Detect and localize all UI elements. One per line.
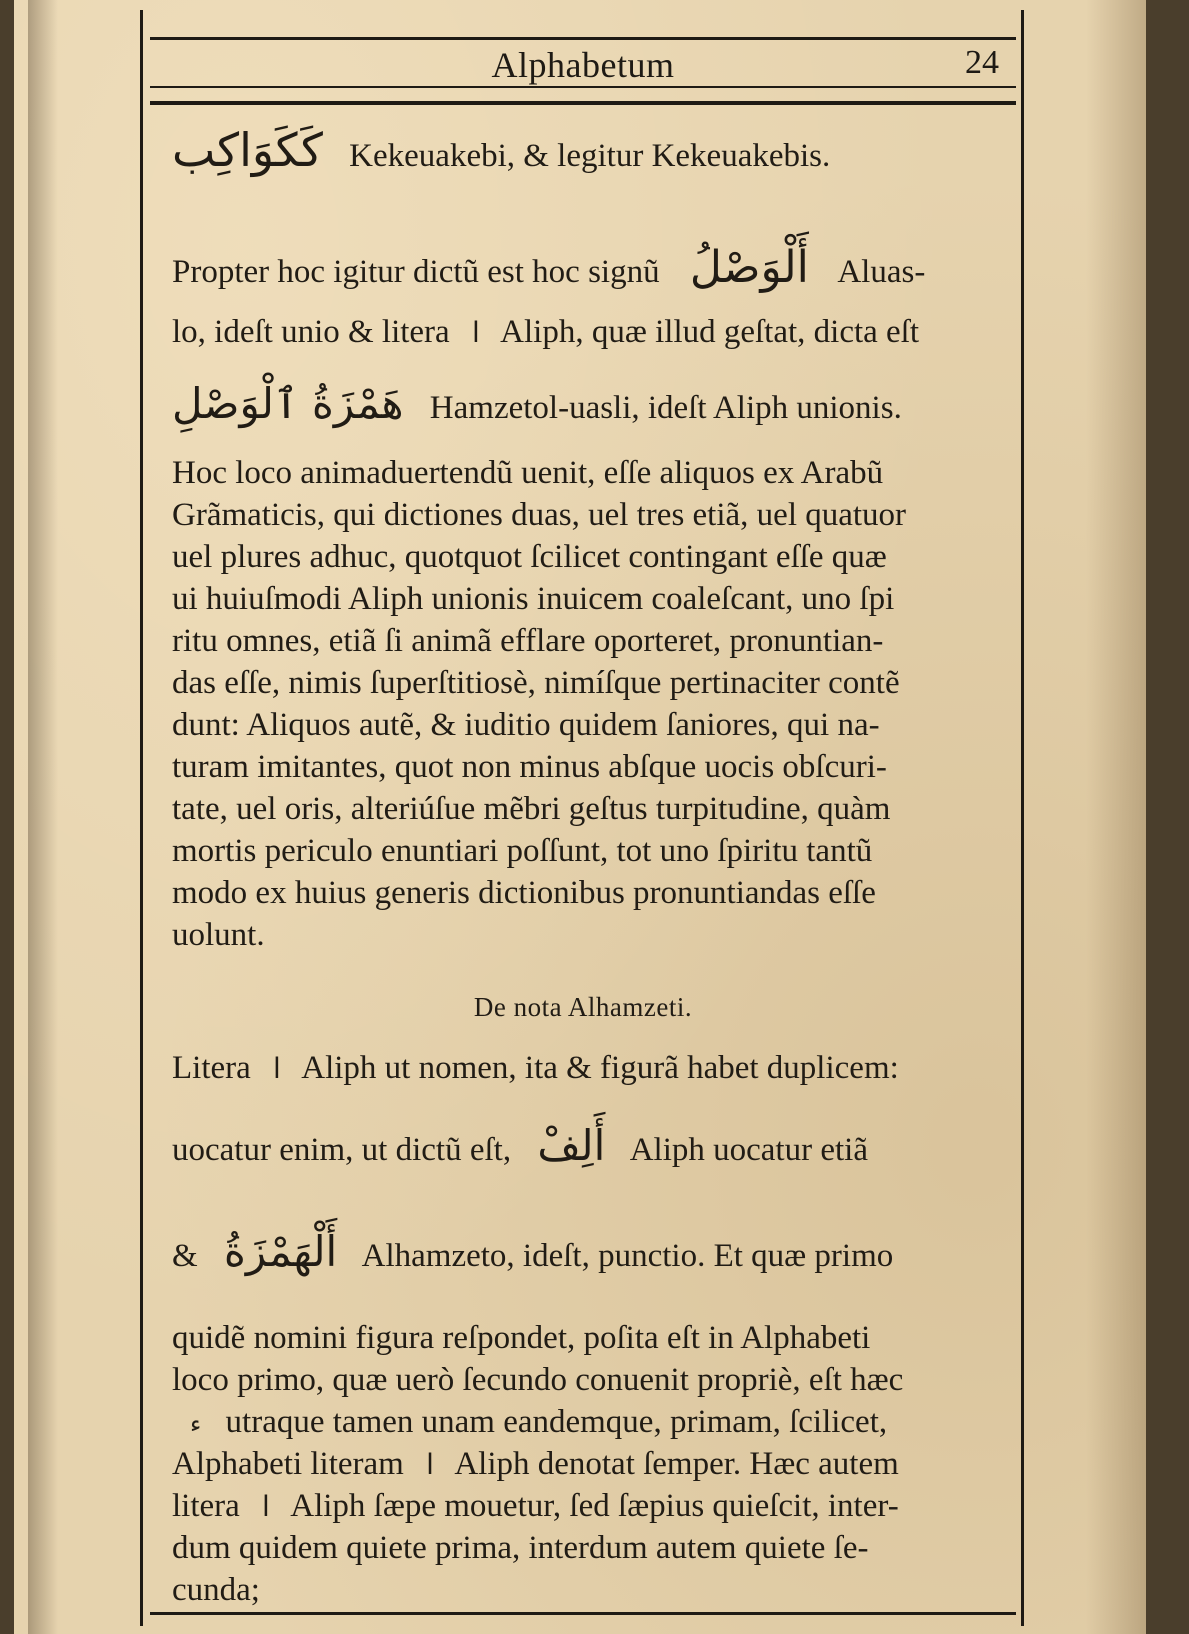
text-line	[172, 1121, 1014, 1170]
arabic-phrase-hamzat-alwasl: هَمْزَةُ ٱلْوَصْلِ	[172, 379, 404, 428]
text-line: tate, uel oris, alteriúſue mẽbri geſtus turpitudine, quàm	[172, 791, 891, 827]
header-top-rule	[150, 37, 1016, 40]
line-text-continued: Aliph, quæ illud geſtat, dicta eſt	[500, 314, 920, 350]
text-line: Hoc loco animaduertendũ uenit, eſſe aliquos ex Arabũ	[172, 455, 884, 491]
text-line: modo ex huius generis dictionibus pronuntiandas eſſe	[172, 875, 876, 911]
footer-rule	[150, 1612, 1016, 1615]
section-heading: De nota Alhamzeti.	[473, 992, 693, 1022]
page-fold-shadow	[28, 0, 58, 1634]
text-line	[172, 1227, 1014, 1276]
text-line	[172, 1446, 1014, 1483]
arabic-letter-alif: ا	[262, 1490, 270, 1523]
text-line: uolunt.	[172, 917, 265, 953]
text-line: das eſſe, nimis ſuperſtitiosè, nimíſque pertinaciter contẽ	[172, 665, 900, 701]
text-line: loco primo, quæ uerò ſecundo conuenit propriè, eſt hæc	[172, 1362, 904, 1398]
arabic-letter-alif: ا	[471, 316, 480, 349]
arabic-word-alif: أَلِفْ	[537, 1121, 606, 1170]
line-text: utraque tamen unam eandemque, primam, ſcilicet,	[225, 1404, 888, 1440]
text-line: mortis periculo enuntiari poſſunt, tot uno ſpiritu tantũ	[172, 833, 873, 869]
line-text: Hamzetol-uasli, ideſt Aliph unionis.	[429, 390, 902, 426]
text-line: cunda;	[172, 1572, 260, 1608]
text-line: quidẽ nomini figura reſpondet, poſita eſt in Alphabeti	[172, 1320, 871, 1356]
line-text: Propter hoc igitur dictũ est hoc signũ	[172, 254, 660, 290]
header-rule-thick	[150, 101, 1016, 105]
text-line	[172, 123, 1014, 177]
text-line: ui huiuſmodi Aliph unionis inuicem coaleſcant, uno ſpi	[172, 581, 895, 617]
line-text: lo, ideſt unio & litera	[172, 314, 450, 350]
line-text: &	[172, 1238, 198, 1274]
line-text-continued: Aliph ſæpe mouetur, ſed ſæpius quieſcit, inter-	[290, 1488, 899, 1524]
running-head: Alphabetum	[491, 45, 675, 85]
line-text-continued: Aluas-	[837, 254, 926, 290]
text-line: dum quidem quiete prima, interdum autem quiete ſe-	[172, 1530, 869, 1566]
arabic-hamza-sign: ء	[190, 1410, 202, 1438]
arabic-word-alhamza: أَلْهَمْزَةُ	[223, 1227, 338, 1276]
text-line: dunt: Aliquos autẽ, & iuditio quidem ſaniores, qui na-	[172, 707, 880, 743]
line-text: Alphabeti literam	[172, 1446, 404, 1482]
line-text-continued: Aliph ut nomen, ita & figurã habet duplicem:	[301, 1050, 899, 1086]
text-line: uel plures adhuc, quotquot ſcilicet contingant eſſe quæ	[172, 539, 887, 575]
text-line	[172, 1488, 1014, 1525]
line-text-continued: Aliph uocatur etiã	[629, 1132, 868, 1168]
page-number: 24	[965, 44, 999, 81]
text-line: turam imitantes, quot non minus abſque uocis obſcuri-	[172, 749, 887, 785]
text-line	[172, 1050, 1014, 1087]
line-text-continued: Alhamzeto, ideſt, punctio. Et quæ primo	[361, 1238, 894, 1274]
page-edge-shadow	[1086, 0, 1146, 1634]
line-text: Kekeuakebi, & legitur Kekeuakebis.	[349, 138, 831, 174]
line-text-continued: Aliph denotat ſemper. Hæc autem	[454, 1446, 899, 1482]
header-rule-thin	[150, 86, 1016, 88]
line-text: uocatur enim, ut dictũ eſt,	[172, 1132, 512, 1168]
arabic-letter-alif: ا	[273, 1052, 281, 1085]
line-text: litera	[172, 1488, 240, 1524]
text-line: Grãmaticis, qui dictiones duas, uel tres etiã, uel quatuor	[172, 497, 907, 533]
text-line	[172, 242, 1014, 293]
arabic-letter-alif: ا	[426, 1448, 434, 1481]
text-line: ritu omnes, etiã ſi animã efflare oporteret, pronuntian-	[172, 623, 884, 659]
line-text: Litera	[172, 1050, 251, 1086]
arabic-word-kawakib: كَكَوَاكِب	[172, 123, 323, 177]
text-line	[172, 314, 1014, 351]
text-line	[172, 1404, 1014, 1442]
text-line	[172, 379, 1014, 428]
arabic-word-alwasl: أَلْوَصْلُ	[689, 242, 809, 293]
